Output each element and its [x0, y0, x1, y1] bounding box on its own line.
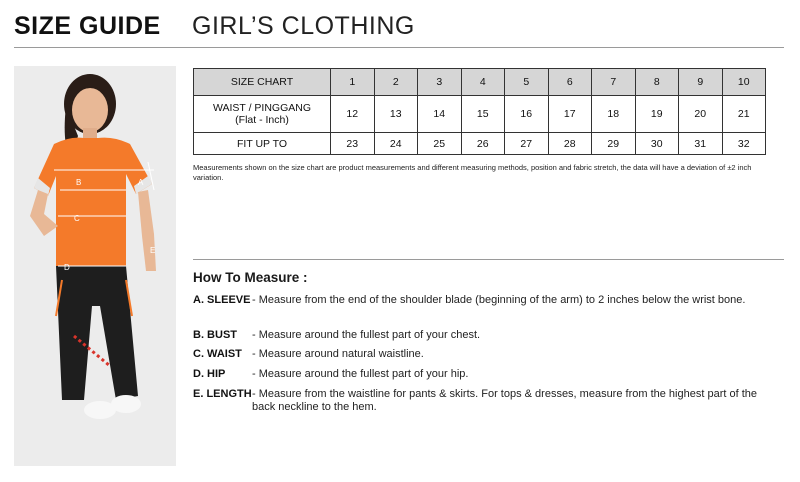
fit-cell: 23	[331, 133, 375, 155]
marker-a: A	[138, 178, 144, 187]
waist-cell: 21	[722, 96, 766, 133]
marker-b: B	[76, 178, 82, 187]
waist-cell: 12	[331, 96, 375, 133]
measure-desc: - Measure from the waistline for pants & skirts. For tops & dresses, measure from the highest part of the back neckline to the hem.	[252, 388, 757, 413]
size-header-cell: 2	[374, 69, 418, 96]
waist-cell: 13	[374, 96, 418, 133]
page-title: SIZE GUIDE	[14, 12, 161, 40]
header-divider	[14, 47, 784, 48]
model-photo	[14, 66, 176, 466]
fit-cell: 29	[592, 133, 636, 155]
size-header-cell: 5	[505, 69, 549, 96]
waist-cell: 16	[505, 96, 549, 133]
size-chart-header-label: SIZE CHART	[194, 69, 331, 96]
fit-cell: 24	[374, 133, 418, 155]
size-header-cell: 8	[635, 69, 679, 96]
waist-cell: 19	[635, 96, 679, 133]
waist-row	[194, 96, 766, 133]
fit-cell: 25	[418, 133, 462, 155]
size-header-cell: 7	[592, 69, 636, 96]
measure-term: B. BUST	[193, 329, 237, 341]
fit-cell: 26	[461, 133, 505, 155]
measure-term: C. WAIST	[193, 348, 242, 360]
waist-label-line2: (Flat - Inch)	[235, 114, 289, 126]
measure-desc: - Measure around natural waistline.	[252, 348, 424, 360]
waist-cell: 17	[548, 96, 592, 133]
size-header-cell: 4	[461, 69, 505, 96]
waist-cell: 14	[418, 96, 462, 133]
measure-desc: - Measure from the end of the shoulder blade (beginning of the arm) to 2 inches below the wrist bone.	[252, 294, 746, 306]
waist-label-line1: WAIST / PINGGANG	[212, 102, 311, 114]
size-chart-table	[193, 68, 766, 155]
waist-cell: 15	[461, 96, 505, 133]
fit-cell: 31	[679, 133, 723, 155]
section-divider	[193, 259, 784, 260]
page-header	[14, 12, 784, 48]
measure-desc: - Measure around the fullest part of your chest.	[252, 329, 481, 341]
fit-row-label: FIT UP TO	[194, 133, 331, 155]
page-subtitle: GIRL’S CLOTHING	[192, 12, 415, 40]
measurement-note: Measurements shown on the size chart are product measurements and different measuring methods, position and fabric stretch, the data will have a deviation of ±2 inch variation.	[193, 163, 752, 182]
marker-e: E	[150, 246, 156, 255]
fit-cell: 27	[505, 133, 549, 155]
size-chart-header-row	[194, 69, 766, 96]
measure-term: D. HIP	[193, 368, 226, 380]
how-to-measure-title: How To Measure :	[193, 270, 308, 285]
fit-cell: 30	[635, 133, 679, 155]
waist-cell: 20	[679, 96, 723, 133]
marker-d: D	[64, 263, 70, 272]
measure-desc: - Measure around the fullest part of your hip.	[252, 368, 469, 380]
size-header-cell: 6	[548, 69, 592, 96]
size-header-cell: 9	[679, 69, 723, 96]
waist-row-label	[194, 96, 331, 133]
marker-c: C	[74, 214, 80, 223]
size-header-cell: 10	[722, 69, 766, 96]
size-header-cell: 1	[331, 69, 375, 96]
size-header-cell: 3	[418, 69, 462, 96]
fit-cell: 32	[722, 133, 766, 155]
model-illustration	[14, 66, 176, 466]
measure-term: A. SLEEVE	[193, 294, 251, 306]
measure-term: E. LENGTH	[193, 388, 252, 400]
fit-cell: 28	[548, 133, 592, 155]
fit-row	[194, 133, 766, 155]
waist-cell: 18	[592, 96, 636, 133]
